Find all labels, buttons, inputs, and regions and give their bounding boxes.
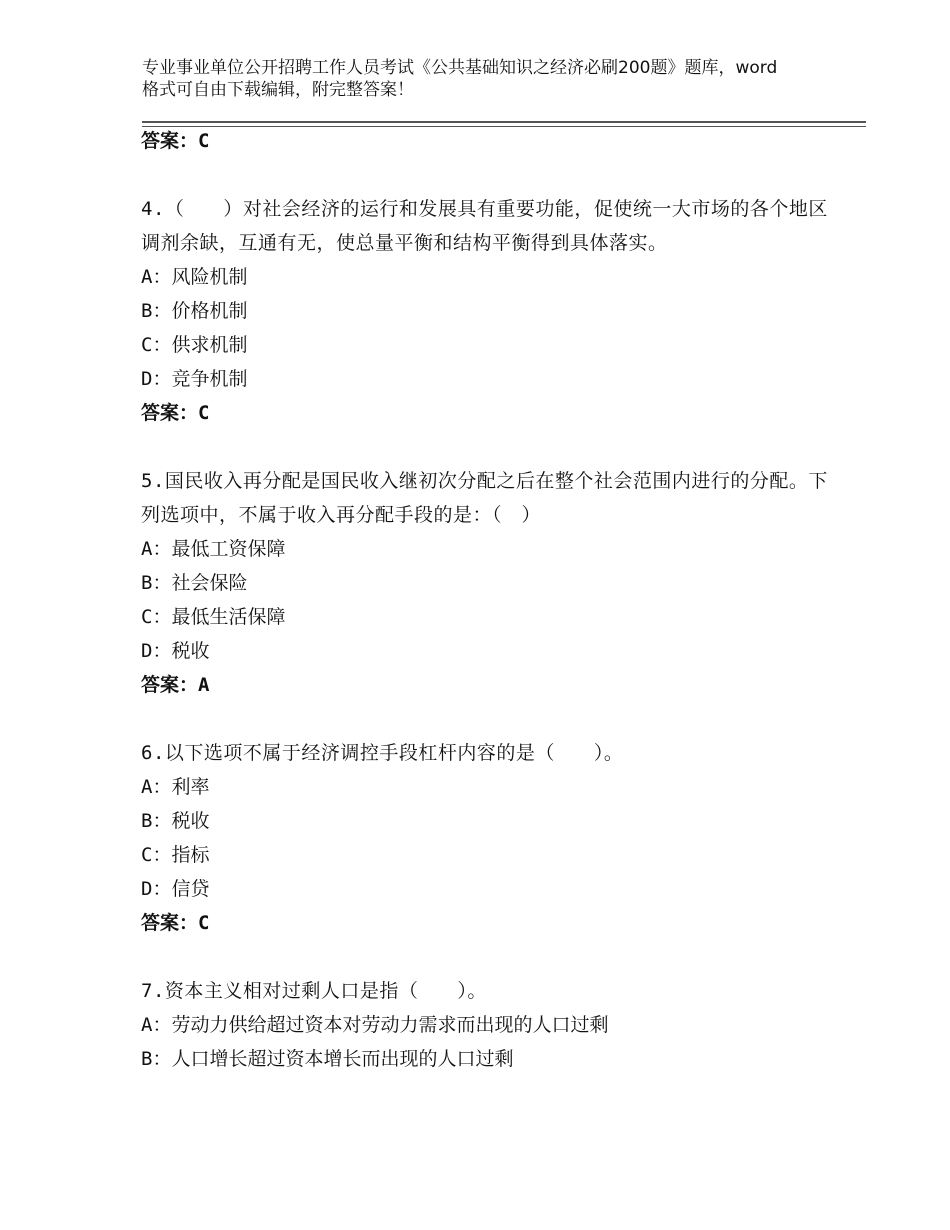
answer-value: C [198, 402, 210, 424]
question-block [141, 736, 841, 940]
answer-label: 答案： [141, 674, 199, 696]
option-b: B：税收 [141, 810, 210, 832]
option-d: D：竞争机制 [141, 368, 248, 390]
option-c: C：指标 [141, 844, 210, 866]
answer-line [141, 668, 841, 702]
answer-value: A [198, 674, 210, 696]
option-d: D：税收 [141, 640, 210, 662]
option-a: A：劳动力供给超过资本对劳动力需求而出现的人口过剩 [141, 1014, 609, 1036]
answer-label: 答案： [141, 130, 199, 152]
answer-value: C [198, 912, 210, 934]
spacer [141, 430, 841, 464]
option-c: C：最低生活保障 [141, 606, 286, 628]
option-b: B：价格机制 [141, 300, 248, 322]
answer-line [141, 906, 841, 940]
option-d: D：信贷 [141, 878, 210, 900]
question-block [141, 192, 841, 430]
answer-label: 答案： [141, 402, 199, 424]
answer-line [141, 124, 841, 158]
option-a: A：最低工资保障 [141, 538, 286, 560]
question-stem: 5.国民收入再分配是国民收入继初次分配之后在整个社会范围内进行的分配。下列选项中，不属于收入再分配手段的是：（ ） [141, 470, 828, 526]
answer-label: 答案： [141, 912, 199, 934]
answer-value: C [198, 130, 210, 152]
spacer [141, 940, 841, 974]
question-block [141, 464, 841, 702]
spacer [141, 158, 841, 192]
option-a: A：风险机制 [141, 266, 248, 288]
question-stem: 4.（ ）对社会经济的运行和发展具有重要功能，促使统一大市场的各个地区调剂余缺，互通有无，使总量平衡和结构平衡得到具体落实。 [141, 198, 828, 254]
spacer [141, 702, 841, 736]
question-block [141, 974, 841, 1076]
document-header: 专业事业单位公开招聘工作人员考试《公共基础知识之经济必刷200题》题库，word格式可自由下载编辑，附完整答案！ [142, 58, 778, 100]
document-body [141, 124, 841, 1076]
option-c: C：供求机制 [141, 334, 248, 356]
answer-line [141, 396, 841, 430]
option-a: A：利率 [141, 776, 210, 798]
question-stem: 6.以下选项不属于经济调控手段杠杆内容的是（ ）。 [141, 742, 624, 764]
option-b: B：人口增长超过资本增长而出现的人口过剩 [141, 1048, 514, 1070]
question-stem: 7.资本主义相对过剩人口是指（ ）。 [141, 980, 487, 1002]
option-b: B：社会保险 [141, 572, 248, 594]
